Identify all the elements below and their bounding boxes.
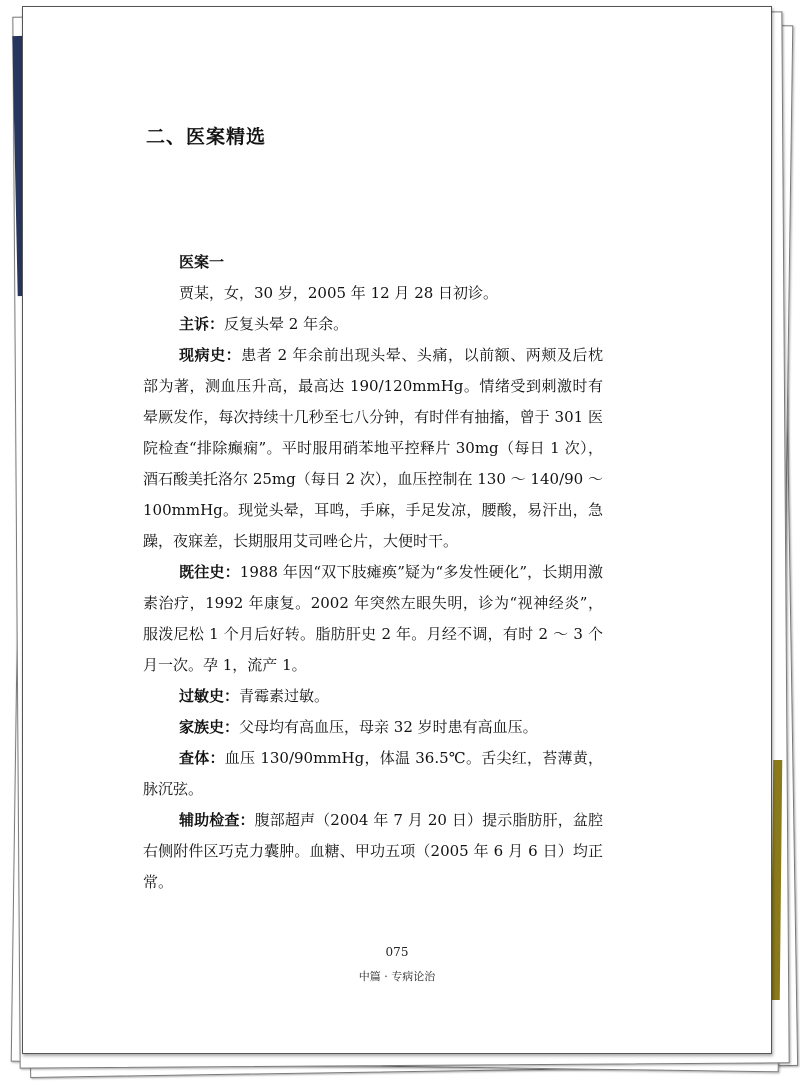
aux-exam-label: 辅助检查： xyxy=(179,811,255,829)
book-page xyxy=(22,6,772,1054)
family-history-paragraph xyxy=(143,712,603,743)
complaint-label: 主诉： xyxy=(179,315,225,333)
present-history-label: 现病史： xyxy=(179,346,242,364)
section-heading: 二、医案精选 xyxy=(146,126,267,148)
exam-label: 查体： xyxy=(179,749,225,767)
section-footer: 中篇 · 专病论治 xyxy=(358,970,436,983)
family-history-label: 家族史： xyxy=(179,718,240,736)
allergy-label: 过敏史： xyxy=(179,687,240,705)
exam-text: 血压 130/90mmHg，体温 36.5℃。舌尖红，苔薄黄，脉沉弦。 xyxy=(143,749,603,798)
case-body xyxy=(143,247,603,898)
present-history-paragraph xyxy=(143,340,603,557)
exam-paragraph xyxy=(143,743,603,805)
page-number: 075 xyxy=(385,945,409,959)
aux-exam-paragraph xyxy=(143,805,603,898)
allergy-text: 青霉素过敏。 xyxy=(239,687,330,705)
past-history-paragraph xyxy=(143,557,603,681)
complaint-text: 反复头晕 2 年余。 xyxy=(224,315,349,333)
past-history-text: 1988 年因“双下肢瘫痪”疑为“多发性硬化”，长期用激素治疗，1992 年康复。2002 年突然左眼失明，诊为“视神经炎”，服泼尼松 1 个月后好转。脂肪肝史 2 年。月经不调，有时 2 ～ 3 个月一次。孕 1，流产 1。 xyxy=(143,563,603,674)
present-history-text: 患者 2 年余前出现头晕、头痛，以前额、两颊及后枕部为著，测血压升高，最高达 190/120mmHg。情绪受到刺激时有晕厥发作，每次持续十几秒至七八分钟，有时伴有抽搐，曾于 301 医院检查“排除癫痫”。平时服用硝苯地平控释片 30mg（每日 1 次），酒石酸美托洛尔 25mg（每日 2 次），血压控制在 130 ～ 140/90 ～ 100mmHg。现觉头晕，耳鸣，手麻，手足发凉，腰酸，易汗出，急躁，夜寐差，长期服用艾司唑仑片，大便时干。 xyxy=(143,346,603,550)
complaint-paragraph xyxy=(143,309,603,340)
family-history-text: 父母均有高血压，母亲 32 岁时患有高血压。 xyxy=(239,718,538,736)
aux-exam-text: 腹部超声（2004 年 7 月 20 日）提示脂肪肝，盆腔右侧附件区巧克力囊肿。血糖、甲功五项（2005 年 6 月 6 日）均正常。 xyxy=(143,811,603,891)
patient-intro: 贾某，女，30 岁，2005 年 12 月 28 日初诊。 xyxy=(179,284,499,302)
allergy-paragraph xyxy=(143,681,603,712)
past-history-label: 既往史： xyxy=(179,563,240,581)
case-title: 医案一 xyxy=(179,253,225,271)
